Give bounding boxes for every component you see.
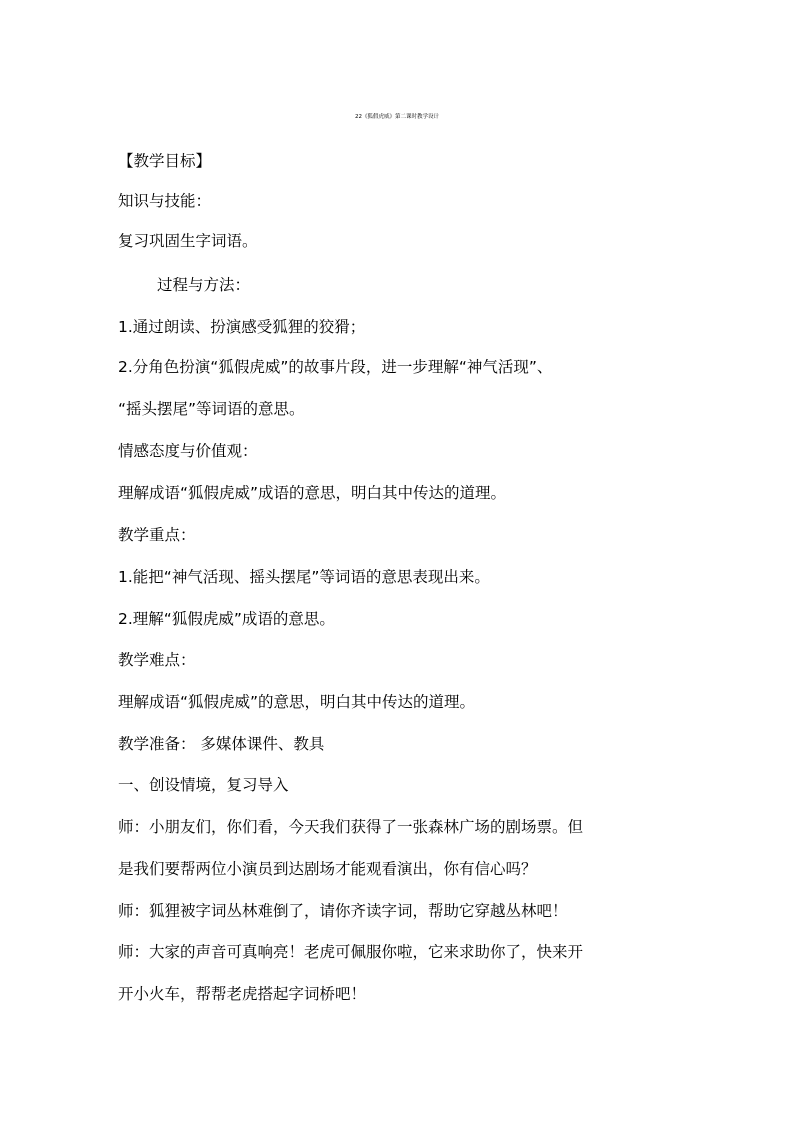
paragraph-teaching-preparation: 教学准备： 多媒体课件、教具 (118, 735, 325, 753)
section-heading-teaching-goals: 【教学目标】 (118, 152, 212, 170)
subheading-emotion-values: 情感态度与价值观： (118, 442, 258, 460)
subheading-difficult-points: 教学难点： (118, 651, 196, 669)
paragraph-line: 1.能把“神气活现、摇头摆尾”等词语的意思表现出来。 (118, 568, 490, 586)
paragraph-line: 理解成语“狐假虎威”的意思，明白其中传达的道理。 (118, 693, 476, 711)
section-heading-part-one: 一、创设情境，复习导入 (118, 776, 289, 794)
subheading-process-method: 过程与方法： (157, 276, 251, 294)
paragraph-line: 是我们要帮两位小演员到达剧场才能观看演出，你有信心吗？ (118, 860, 537, 878)
paragraph-line: 理解成语“狐假虎威”成语的意思，明白其中传达的道理。 (118, 484, 507, 502)
document-title: 22《狐假虎威》第二课时教学设计 (355, 114, 439, 120)
paragraph-line: “摇头摆尾”等词语的意思。 (118, 400, 305, 418)
subheading-knowledge-skills: 知识与技能： (118, 192, 212, 210)
paragraph-line: 复习巩固生字词语。 (118, 232, 258, 250)
subheading-key-points: 教学重点： (118, 526, 196, 544)
paragraph-line: 1.通过朗读、扮演感受狐狸的狡猾； (118, 318, 366, 336)
paragraph-line: 师：小朋友们，你们看，今天我们获得了一张森林广场的剧场票。但 (118, 818, 584, 836)
paragraph-line: 师：狐狸被字词丛林难倒了，请你齐读字词，帮助它穿越丛林吧！ (118, 902, 568, 920)
paragraph-line: 2.理解“狐假虎威”成语的意思。 (118, 610, 335, 628)
paragraph-line: 开小火车，帮帮老虎搭起字词桥吧！ (118, 985, 367, 1003)
paragraph-line: 2.分角色扮演“狐假虎威”的故事片段，进一步理解“神气活现”、 (118, 358, 553, 376)
paragraph-line: 师：大家的声音可真响亮！老虎可佩服你啦，它来求助你了，快来开 (118, 943, 584, 961)
